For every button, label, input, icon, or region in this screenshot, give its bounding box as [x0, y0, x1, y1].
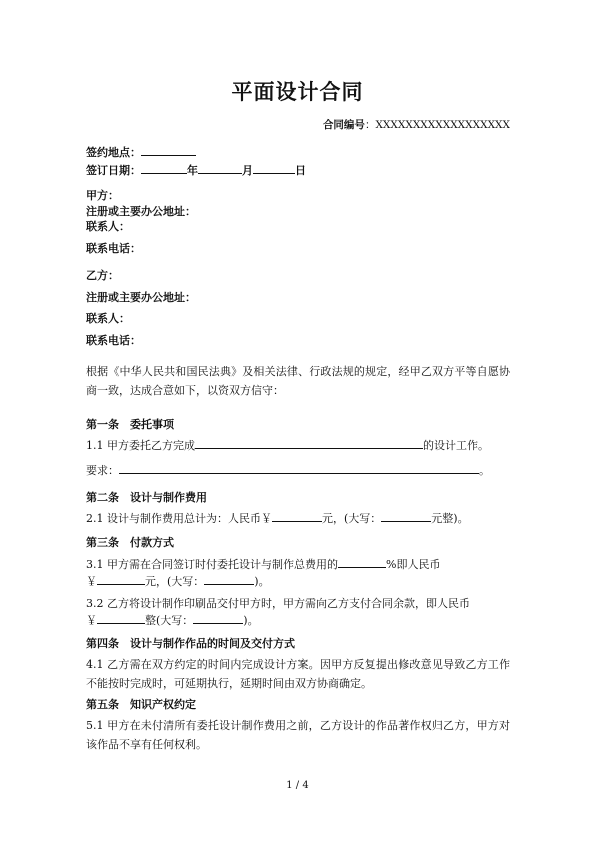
party-b-name: 乙方：: [86, 269, 119, 282]
clause-3-1-words-label: 元，(大写：: [145, 575, 205, 588]
clause-4-1: 4.1 乙方需在双方约定的时间内完成设计方案。因甲方反复提出修改意见导致乙方工作不能按时完成时，可延期执行，延期时间由双方协商确定。: [86, 658, 510, 690]
page-number: 1 / 4: [286, 780, 309, 791]
article-2-heading: 第二条 设计与制作费用: [86, 491, 207, 504]
party-b-address: 注册或主要办公地址：: [86, 291, 196, 304]
party-a-address: 注册或主要办公地址：: [86, 205, 196, 218]
contract-number-label: 合同编号: [322, 119, 365, 131]
sign-date-month: 月: [242, 164, 253, 177]
contract-number: [323, 117, 510, 132]
article-4-heading: 第四条 设计与制作作品的时间及交付方式: [86, 637, 295, 650]
sign-day-blank: [253, 161, 295, 174]
clause-3-1-text: 3.1 甲方需在合同签订时付委托设计与制作总费用的: [86, 558, 338, 571]
clause-2-1-mid: 元，(大写：: [322, 512, 382, 525]
clause-3-1-currency: ￥: [86, 575, 97, 588]
party-a-name: 甲方：: [86, 189, 119, 202]
clause-1-1: [86, 436, 489, 455]
sign-year-blank: [141, 161, 187, 174]
fee-words-blank: [381, 509, 431, 522]
sign-date-label: 签订日期：: [86, 164, 141, 177]
clause-2-1: [86, 509, 469, 528]
sign-place-line: [86, 143, 196, 160]
clause-5-1: 5.1 甲方在未付清所有委托设计制作费用之前，乙方设计的作品著作权归乙方，甲方对该作品不享有任何权利。: [86, 719, 510, 751]
requirements-line: [86, 461, 490, 480]
clause-2-1-suffix: 元整)。: [431, 512, 469, 525]
article-3-heading: 第三条 付款方式: [86, 536, 174, 549]
document-title: 平面设计合同: [231, 79, 364, 104]
clause-3-2-line1: 3.2 乙方将设计制作印刷品交付甲方时，甲方需向乙方支付合同余款，即人民币: [86, 597, 470, 610]
deposit-words-blank: [204, 572, 254, 585]
balance-words-blank: [193, 611, 243, 624]
clause-2-1-text: 2.1 设计与制作费用总计为：人民币￥: [86, 512, 272, 525]
clause-3-2-words-label: 整(大写：: [145, 614, 194, 627]
requirements-blank: [119, 461, 479, 474]
clause-3-1-suffix: )。: [254, 575, 270, 588]
article-5-heading: 第五条 知识产权约定: [86, 698, 196, 711]
contract-number-value: XXXXXXXXXXXXXXXXXX: [375, 119, 510, 131]
clause-3-1-line2: [86, 572, 270, 591]
fee-amount-blank: [272, 509, 322, 522]
requirements-suffix: 。: [479, 464, 490, 477]
clause-1-1-text: 1.1 甲方委托乙方完成: [86, 439, 195, 452]
party-a-phone: 联系电话：: [86, 242, 141, 255]
sign-date-line: [86, 161, 306, 178]
article-1-heading: 第一条 委托事项: [86, 418, 174, 431]
party-b-contact: 联系人：: [86, 312, 130, 325]
clause-1-1-suffix: 的设计工作。: [423, 439, 489, 452]
contract-number-colon: ：: [364, 119, 376, 131]
clause-3-2-currency: ￥: [86, 614, 97, 627]
sign-place-blank: [141, 143, 196, 156]
party-a-contact: 联系人：: [86, 220, 130, 233]
sign-date-year: 年: [187, 164, 198, 177]
clause-3-1-mid: %即人民币: [386, 558, 441, 571]
sign-month-blank: [198, 161, 242, 174]
party-b-phone: 联系电话：: [86, 334, 141, 347]
sign-place-label: 签约地点：: [86, 146, 141, 159]
clause-3-2-line2: [86, 611, 259, 630]
preamble: 根据《中华人民共和国民法典》及相关法律、行政法规的规定，经甲乙双方平等自愿协商一致，达成合意如下，以资双方信守：: [86, 365, 510, 397]
deposit-amount-blank: [97, 572, 145, 585]
design-work-blank: [195, 436, 423, 449]
balance-amount-blank: [97, 611, 145, 624]
sign-date-day: 日: [295, 164, 306, 177]
requirements-label: 要求：: [86, 464, 119, 477]
percent-blank: [338, 555, 386, 568]
clause-3-2-suffix: )。: [243, 614, 259, 627]
